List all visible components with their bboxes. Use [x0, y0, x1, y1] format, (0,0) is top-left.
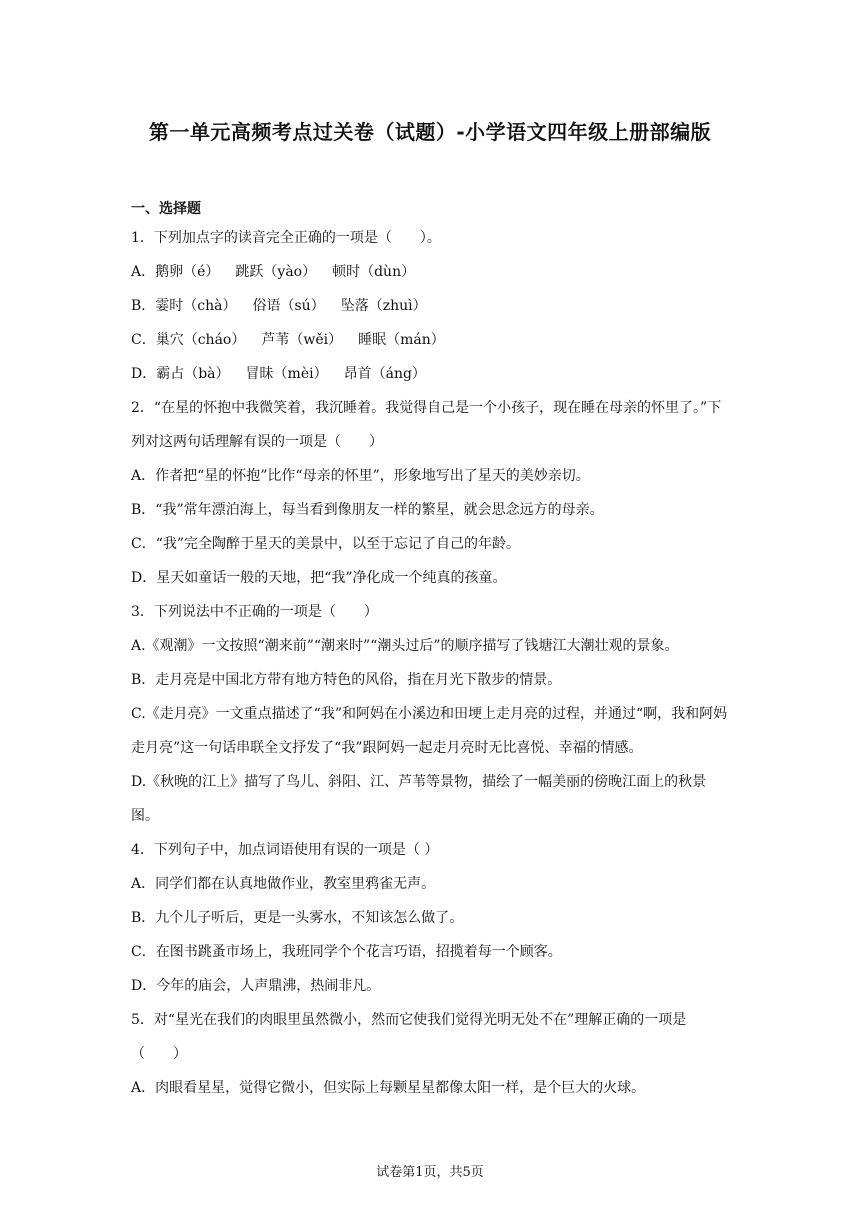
question-2-option-b: B．“我”常年漂泊海上，每当看到像朋友一样的繁星，就会思念远方的母亲。 — [131, 502, 604, 518]
option-item: B．霎时（chà） — [131, 298, 237, 314]
question-2-stem: 2．“在星的怀抱中我微笑着，我沉睡着。我觉得自己是一个小孩子，现在睡在母亲的怀里了。”下列对这两句话理解有误的一项是（ ） — [131, 400, 722, 450]
page-footer: 试卷第1页，共5页 — [376, 1165, 484, 1180]
question-5-option-a: A．肉眼看星星，觉得它微小，但实际上每颗星星都像太阳一样，是个巨大的火球。 — [131, 1080, 646, 1096]
option-item: A．鹅卵（é） — [131, 264, 220, 280]
question-4-option-d: D．今年的庙会，人声鼎沸，热闹非凡。 — [131, 978, 381, 994]
question-3-option-c: C.《走月亮》一文重点描述了“我”和阿妈在小溪边和田埂上走月亮的过程，并通过“啊，我和阿妈走月亮”这一句话串联全文抒发了“我”跟阿妈一起走月亮时无比喜悦、幸福的情感。 — [131, 706, 728, 756]
question-2-option-a: A．作者把“星的怀抱”比作“母亲的怀里”，形象地写出了星天的美妙亲切。 — [131, 468, 590, 484]
question-4-option-c: C．在图书跳蚤市场上，我班同学个个花言巧语，招揽着每一个顾客。 — [131, 944, 562, 960]
option-item: 跳跃（yào） — [235, 264, 317, 280]
question-5-stem: 5．对“星光在我们的肉眼里虽然微小，然而它使我们觉得光明无处不在”理解正确的一项是（ ） — [131, 1012, 687, 1062]
question-4-stem: 4．下列句子中，加点词语使用有误的一项是（ ） — [131, 842, 439, 858]
option-item: 芦苇（wěi） — [261, 332, 343, 348]
question-3-option-d: D.《秋晚的江上》描写了鸟儿、斜阳、江、芦苇等景物，描绘了一幅美丽的傍晚江面上的秋景图。 — [131, 774, 707, 824]
question-4-option-b: B．九个儿子听后，更是一头雾水，不知该怎么做了。 — [131, 910, 464, 926]
question-4-option-a: A．同学们都在认真地做作业，教室里鸦雀无声。 — [131, 876, 436, 892]
question-2-option-c: C．“我”完全陶醉于星天的美景中，以至于忘记了自己的年龄。 — [131, 536, 521, 552]
option-item: 睡眠（mán） — [358, 332, 445, 348]
question-2-option-d: D．星天如童话一般的天地，把“我”净化成一个纯真的孩童。 — [131, 570, 507, 586]
option-item: 冒昧（mèi） — [245, 366, 328, 382]
option-item: C．巢穴（cháo） — [131, 332, 246, 348]
option-item: D．霸占（bà） — [131, 366, 230, 382]
section-heading: 一、选择题 — [131, 201, 201, 217]
question-1-option-b — [131, 289, 731, 323]
option-item: 俗语（sú） — [252, 298, 325, 314]
question-3-option-a: A.《观潮》一文按照“潮来前”“潮来时”“潮头过后”的顺序描写了钱塘江大潮壮观的景象。 — [131, 638, 679, 654]
option-item: 顿时（dùn） — [332, 264, 416, 280]
page-title: 第一单元高频考点过关卷（试题）-小学语文四年级上册部编版 — [148, 120, 712, 144]
question-1-option-c — [131, 323, 731, 357]
question-3-stem: 3．下列说法中不正确的一项是（ ） — [131, 604, 378, 620]
option-item: 坠落（zhuì） — [340, 298, 427, 314]
question-1-option-d — [131, 357, 731, 391]
question-list — [131, 221, 731, 1105]
question-1-option-a — [131, 255, 731, 289]
question-1-stem: 1．下列加点字的读音完全正确的一项是（ ）。 — [131, 230, 441, 246]
question-3-option-b: B．走月亮是中国北方带有地方特色的风俗，指在月光下散步的情景。 — [131, 672, 562, 688]
option-item: 昂首（áng） — [343, 366, 426, 382]
